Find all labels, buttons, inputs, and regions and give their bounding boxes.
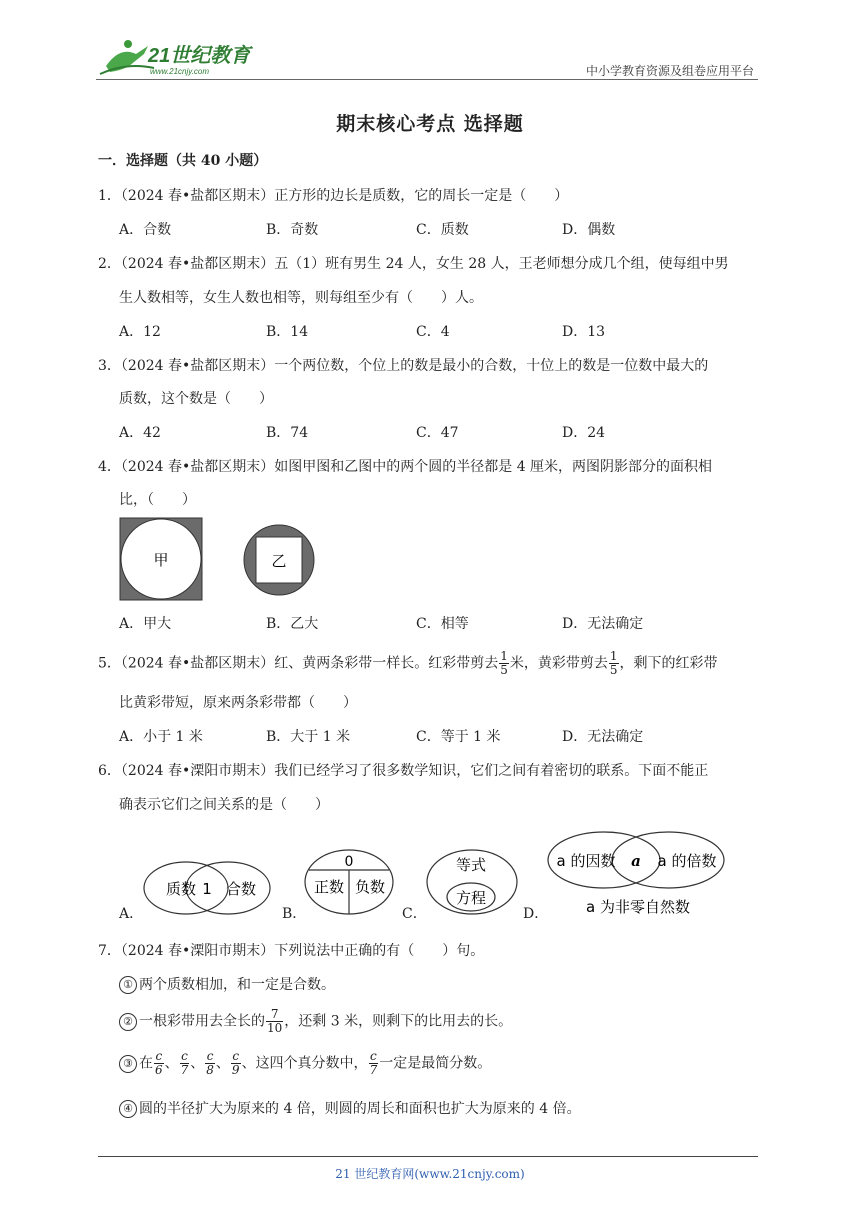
- q4-label-yi: 乙: [271, 552, 287, 570]
- q5-option-b: B．大于 1 米: [266, 729, 351, 745]
- footer-divider: [98, 1156, 758, 1157]
- q6a-left: 质数: [166, 880, 197, 898]
- q2-line2: 生人数相等，女生人数也相等，则每组至少有（ ）人。: [119, 290, 483, 306]
- platform-name: 中小学教育资源及组卷应用平台: [585, 64, 754, 78]
- q4-option-b: B．乙大: [266, 616, 319, 632]
- q6d-right: a 的倍数: [657, 852, 717, 870]
- q2-option-d: D．13: [562, 324, 606, 340]
- q6-label-d: D．: [523, 906, 549, 922]
- q4-line1: 4．（2024 春•盐都区期末）如图甲图和乙图中的两个圆的半径都是 4 厘米，两图阴影部分的面积相: [98, 459, 713, 475]
- footer-link[interactable]: 21 世纪教育网(www.21cnjy.com): [335, 1167, 525, 1181]
- q6d-caption: a 为非零自然数: [586, 898, 690, 916]
- q6c-inner: 方程: [455, 889, 487, 907]
- q6a-right: 合数: [226, 880, 257, 898]
- q1-option-c: C．质数: [416, 222, 469, 238]
- q1-stem: 1．（2024 春•盐都区期末）正方形的边长是质数，它的周长一定是（ ）: [98, 188, 569, 204]
- q2-option-a: A．12: [119, 324, 161, 340]
- q1-option-a: A．合数: [119, 222, 172, 238]
- q4-label-jia: 甲: [153, 551, 169, 569]
- q6-line1: 6．（2024 春•溧阳市期末）我们已经学习了很多数学知识，它们之间有着密切的联系。下面不能正: [98, 763, 709, 779]
- q6d-mid: a: [631, 852, 641, 870]
- q6-label-c: C．: [402, 906, 427, 922]
- q7-fraction-7-10: $\frac{7}{10}$: [267, 1007, 283, 1036]
- q5-option-a: A．小于 1 米: [119, 729, 203, 745]
- q5-option-d: D．无法确定: [562, 729, 644, 745]
- q6-nested-c: [425, 848, 519, 916]
- q1-option-d: D．偶数: [562, 222, 616, 238]
- q7-statement-1: ① 两个质数相加，和一定是合数。: [119, 974, 335, 994]
- q5-line2: 比黄彩带短，原来两条彩带都（ ）: [119, 695, 357, 711]
- q3-option-d: D．24: [562, 425, 606, 441]
- q4-option-c: C．相等: [416, 616, 469, 632]
- logo-21cnjy: [96, 36, 266, 80]
- q2-option-c: C．4: [416, 324, 450, 340]
- q6-label-a: A．: [119, 906, 144, 922]
- q1-option-b: B．奇数: [266, 222, 319, 238]
- svg-text:www.21cnjy.com: www.21cnjy.com: [150, 67, 209, 76]
- q5-option-c: C．等于 1 米: [416, 729, 501, 745]
- q4-figure-yi: [242, 523, 316, 597]
- q6-label-b: B．: [282, 906, 307, 922]
- q3-option-b: B．74: [266, 425, 309, 441]
- q4-option-d: D．无法确定: [562, 616, 644, 632]
- q3-option-a: A．42: [119, 425, 161, 441]
- q3-line1: 3．（2024 春•盐都区期末）一个两位数，个位上的数是最小的合数，十位上的数是一位数中最大的: [98, 358, 709, 374]
- q6-circle-b: [303, 848, 395, 916]
- q7-statement-2: ② 一根彩带用去全长的 $\frac{7}{10}$ ，还剩 3 米，则剩下的比用去的长。: [119, 1008, 512, 1035]
- q7-statement-4: ④ 圆的半径扩大为原来的 4 倍，则圆的周长和面积也扩大为原来的 4 倍。: [119, 1098, 581, 1118]
- q6-venn-a: [142, 860, 272, 916]
- q6d-left: a 的因数: [556, 852, 616, 870]
- svg-text:21世纪教育: 21世纪教育: [148, 45, 251, 67]
- q4-option-a: A．甲大: [119, 616, 172, 632]
- q4-figure-jia: [119, 517, 203, 601]
- q6b-top: 0: [344, 854, 354, 870]
- q2-line1: 2．（2024 春•盐都区期末）五（1）班有男生 24 人，女生 28 人，王老师想分成几个组，使每组中男: [98, 256, 729, 272]
- q6c-outer: 等式: [455, 856, 487, 874]
- q5-fraction-1: $\frac{1}{5}$: [500, 649, 508, 678]
- q2-option-b: B．14: [266, 324, 309, 340]
- page-header: [96, 36, 758, 80]
- page-title: 期末核心考点 选择题: [336, 113, 524, 135]
- header-divider: [96, 79, 758, 80]
- q6a-mid: 1: [202, 880, 212, 898]
- q6-line2: 确表示它们之间关系的是（ ）: [119, 797, 329, 813]
- q7-stem: 7．（2024 春•溧阳市期末）下列说法中正确的有（ ）句。: [98, 943, 485, 959]
- q3-option-c: C．47: [416, 425, 459, 441]
- q6-venn-d: [546, 830, 728, 920]
- q3-line2: 质数，这个数是（ ）: [119, 391, 273, 407]
- section-heading: 一．选择题（共 40 小题）: [98, 153, 268, 169]
- q6b-right: 负数: [354, 878, 386, 896]
- q6b-left: 正数: [313, 878, 345, 896]
- q5-fraction-2: $\frac{1}{5}$: [609, 649, 618, 678]
- q4-line2: 比，（ ）: [119, 492, 196, 508]
- q7-statement-3: ③ 在 $\frac{c}{6}$ 、 $\frac{c}{7}$ 、 $\frac{c}{8}$ 、 $\frac{c}{9}$ 、这四个真分数中， $\frac{c}{7}$ 一定是最简分数。: [119, 1050, 491, 1077]
- q5-line1: 5．（2024 春•盐都区期末）红、黄两条彩带一样长。红彩带剪去 $\frac{1}{5}$ 米，黄彩带剪去 $\frac{1}{5}$ ，剩下的红彩带: [98, 649, 718, 678]
